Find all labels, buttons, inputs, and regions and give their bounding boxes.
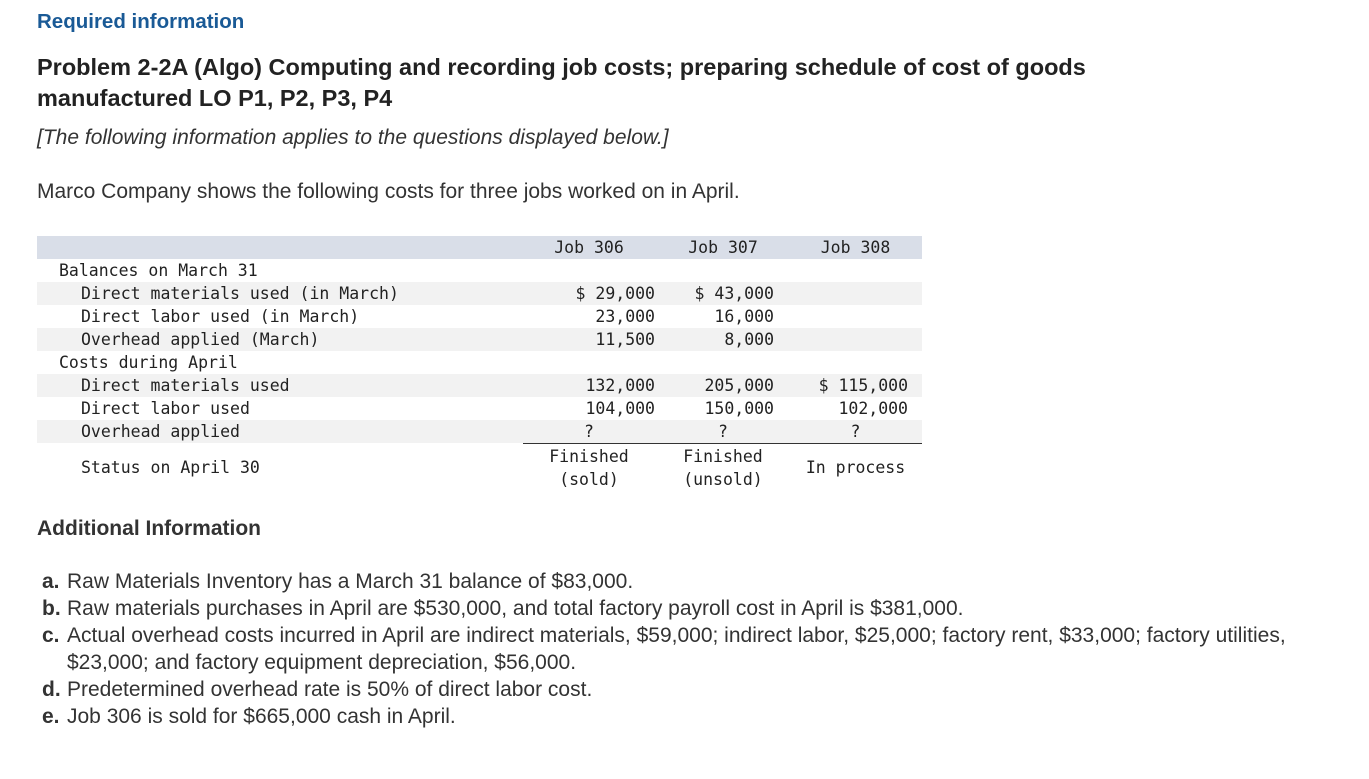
item-text: Actual overhead costs incurred in April are indirect materials, $59,000; indirect labor, $25,000; factory rent, $33,000; factory utilities, $23,000; and factory equipment depreciation, $56,000. xyxy=(67,624,1286,674)
cell-job-306: 23,000 xyxy=(595,307,655,326)
cell-job-306: $ 29,000 xyxy=(575,284,655,303)
section-row-april-costs xyxy=(37,351,922,374)
cell-job-308: ? xyxy=(850,422,861,441)
additional-information-heading: Additional Information xyxy=(37,517,261,540)
status-job-306-line1: Finished xyxy=(549,447,629,466)
item-letter: d. xyxy=(42,678,61,701)
row-label: Direct labor used xyxy=(81,399,250,418)
item-text: Predetermined overhead rate is 50% of direct labor cost. xyxy=(67,678,593,701)
table-header-row xyxy=(37,236,922,259)
table-row xyxy=(37,305,922,328)
list-item xyxy=(42,568,1332,595)
cell-job-307: ? xyxy=(718,422,728,441)
problem-title: Problem 2-2A (Algo) Computing and recording job costs; preparing schedule of cost of goods manufactured LO P1, P2, P3, P4 xyxy=(37,54,1086,111)
cell-job-306: ? xyxy=(584,422,594,441)
status-job-307-line2: (unsold) xyxy=(683,470,763,489)
status-job-307-line1: Finished xyxy=(683,447,763,466)
table-row xyxy=(37,282,922,305)
cell-job-307: $ 43,000 xyxy=(694,284,774,303)
cell-job-307: 205,000 xyxy=(704,376,774,395)
section-label-april-costs: Costs during April xyxy=(59,353,238,372)
list-item xyxy=(42,622,1332,676)
table-row xyxy=(37,420,922,443)
cell-job-307: 8,000 xyxy=(724,330,774,349)
status-job-307 xyxy=(656,445,790,491)
total-rule-divider xyxy=(523,443,922,444)
section-row-balances xyxy=(37,259,922,282)
list-item xyxy=(42,676,1332,703)
additional-information-list xyxy=(42,568,1332,730)
column-header-job-307: Job 307 xyxy=(688,238,758,257)
table-row xyxy=(37,374,922,397)
item-text: Raw materials purchases in April are $530,000, and total factory payroll cost in April is $381,000. xyxy=(67,597,964,620)
column-header-job-306: Job 306 xyxy=(554,238,624,257)
item-letter: c. xyxy=(42,624,60,647)
row-label: Overhead applied (March) xyxy=(81,330,320,349)
cell-job-306: 132,000 xyxy=(585,376,655,395)
table-row xyxy=(37,397,922,420)
row-label: Direct materials used xyxy=(81,376,290,395)
cell-job-308: 102,000 xyxy=(838,399,908,418)
item-letter: e. xyxy=(42,705,60,728)
column-header-job-308: Job 308 xyxy=(820,238,891,257)
intro-text: Marco Company shows the following costs for three jobs worked on in April. xyxy=(37,180,740,203)
status-job-308: In process xyxy=(805,458,906,477)
cell-job-306: 104,000 xyxy=(585,399,655,418)
list-item xyxy=(42,703,1332,730)
item-text: Raw Materials Inventory has a March 31 balance of $83,000. xyxy=(67,570,634,593)
required-information-heading: Required information xyxy=(37,10,245,33)
item-text: Job 306 is sold for $665,000 cash in April. xyxy=(67,705,456,728)
item-letter: b. xyxy=(42,597,61,620)
cell-job-307: 150,000 xyxy=(704,399,774,418)
table-row xyxy=(37,328,922,351)
cell-job-308: $ 115,000 xyxy=(818,376,908,395)
status-label: Status on April 30 xyxy=(81,458,260,477)
row-label: Direct materials used (in March) xyxy=(81,284,399,303)
status-job-306-line2: (sold) xyxy=(559,470,619,489)
status-job-306 xyxy=(523,445,655,491)
section-label-balances: Balances on March 31 xyxy=(59,261,258,280)
item-letter: a. xyxy=(42,570,60,593)
cell-job-307: 16,000 xyxy=(714,307,774,326)
row-label: Direct labor used (in March) xyxy=(81,307,360,326)
list-item xyxy=(42,595,1332,622)
cell-job-306: 11,500 xyxy=(595,330,655,349)
applies-note: [The following information applies to the questions displayed below.] xyxy=(37,126,669,149)
row-label: Overhead applied xyxy=(81,422,240,441)
